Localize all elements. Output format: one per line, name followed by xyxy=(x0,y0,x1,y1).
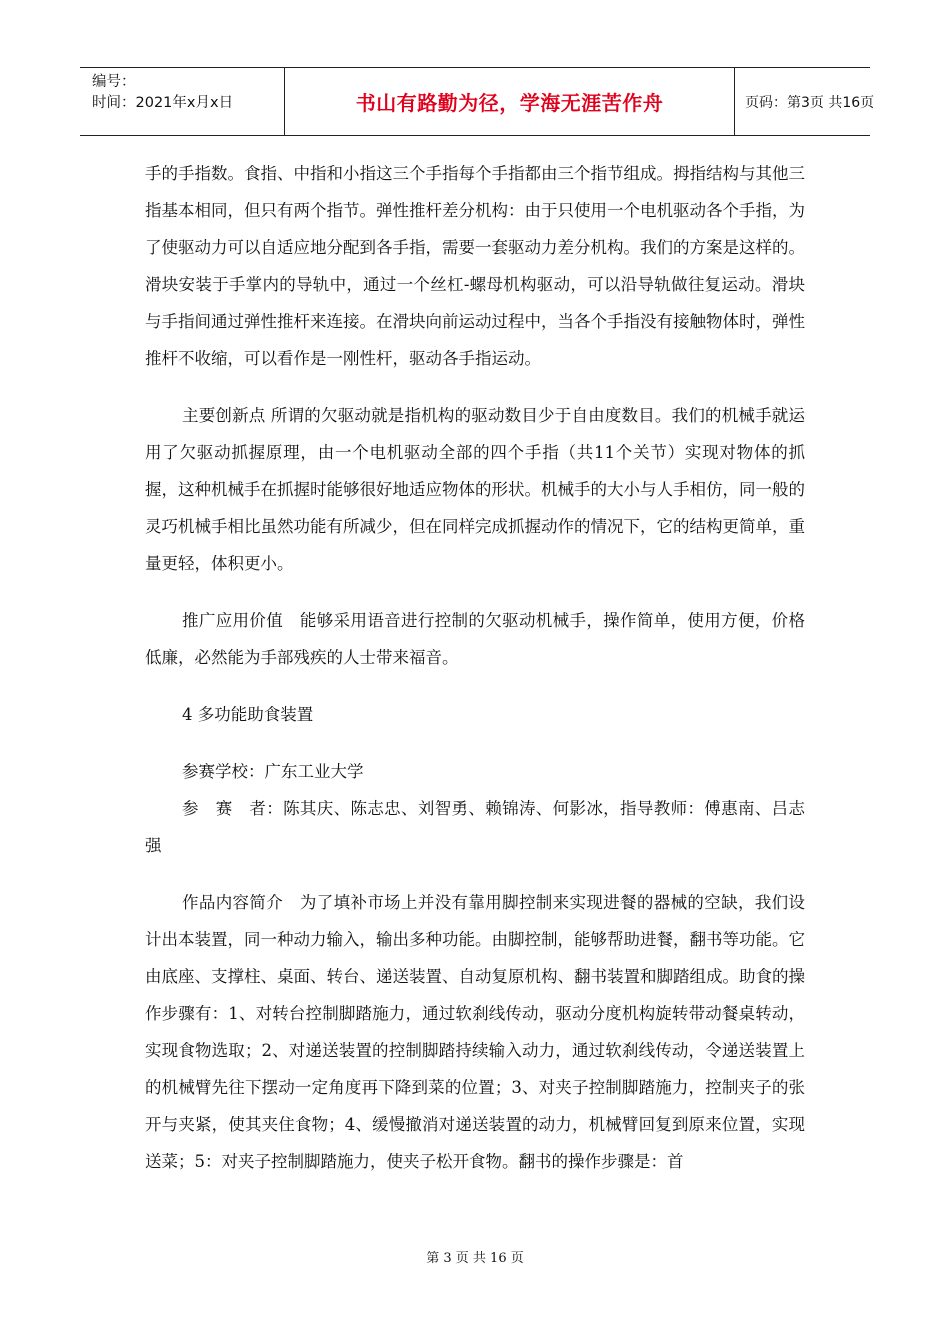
page-footer: 第 3 页 共 16 页 xyxy=(426,1251,524,1266)
header-motto-cell xyxy=(284,68,735,135)
section-heading: 4 多功能助食装置 xyxy=(182,705,314,724)
header-page-info: 页码：第3页 共16页 xyxy=(745,94,875,111)
header-meta xyxy=(80,68,284,135)
participants-list: 参 赛 者：陈其庆、陈志忠、刘智勇、赖锦涛、何影冰，指导教师：傅惠南、吕志强 xyxy=(145,799,805,855)
paragraph-application-value: 推广应用价值 能够采用语音进行控制的欠驱动机械手，操作简单，使用方便，价格低廉，必然能为手部残疾的人士带来福音。 xyxy=(145,611,805,667)
paragraph-hand-structure: 手的手指数。食指、中指和小指这三个手指每个手指都由三个指节组成。拇指结构与其他三指基本相同，但只有两个指节。弹性推杆差分机构：由于只使用一个电机驱动各个手指，为了使驱动力可以自适应地分配到各手指，需要一套驱动力差分机构。我们的方案是这样的。滑块安装于手掌内的导轨中，通过一个丝杠-螺母机构驱动，可以沿导轨做往复运动。滑块与手指间通过弹性推杆来连接。在滑块向前运动过程中，当各个手指没有接触物体时，弹性推杆不收缩，可以看作是一刚性杆，驱动各手指运动。 xyxy=(145,164,805,368)
header-motto: 书山有路勤为径，学海无涯苦作舟 xyxy=(355,91,664,115)
paragraph-innovation: 主要创新点 所谓的欠驱动就是指机构的驱动数目少于自由度数目。我们的机械手就运用了欠驱动抓握原理，由一个电机驱动全部的四个手指（共11个关节）实现对物体的抓握，这种机械手在抓握时能够很好地适应物体的形状。机械手的大小与人手相仿，同一般的灵巧机械手相比虽然功能有所减少，但在同样完成抓握动作的情况下，它的结构更简单，重量更轻，体积更小。 xyxy=(145,406,805,573)
paragraph-work-introduction: 作品内容简介 为了填补市场上并没有靠用脚控制来实现进餐的器械的空缺，我们设计出本装置，同一种动力输入，输出多种功能。由脚控制，能够帮助进餐，翻书等功能。它由底座、支撑柱、桌面、转台、递送装置、自动复原机构、翻书装置和脚踏组成。助食的操作步骤有：1、对转台控制脚踏施力，通过软刹线传动，驱动分度机构旋转带动餐桌转动，实现食物选取；2、对递送装置的控制脚踏持续输入动力，通过软刹线传动，令递送装置上的机械臂先往下摆动一定角度再下降到菜的位置；3、对夹子控制脚踏施力，控制夹子的张开与夹紧，使其夹住食物；4、缓慢撤消对递送装置的动力，机械臂回复到原来位置，实现送菜；5：对夹子控制脚踏施力，使夹子松开食物。翻书的操作步骤是：首 xyxy=(145,893,805,1171)
document-body xyxy=(145,155,805,1180)
participating-school: 参赛学校：广东工业大学 xyxy=(182,762,364,781)
document-time-label: 时间：2021年x月x日 xyxy=(92,95,234,111)
page-header xyxy=(80,67,875,136)
document-number-label: 编号： xyxy=(92,74,136,90)
